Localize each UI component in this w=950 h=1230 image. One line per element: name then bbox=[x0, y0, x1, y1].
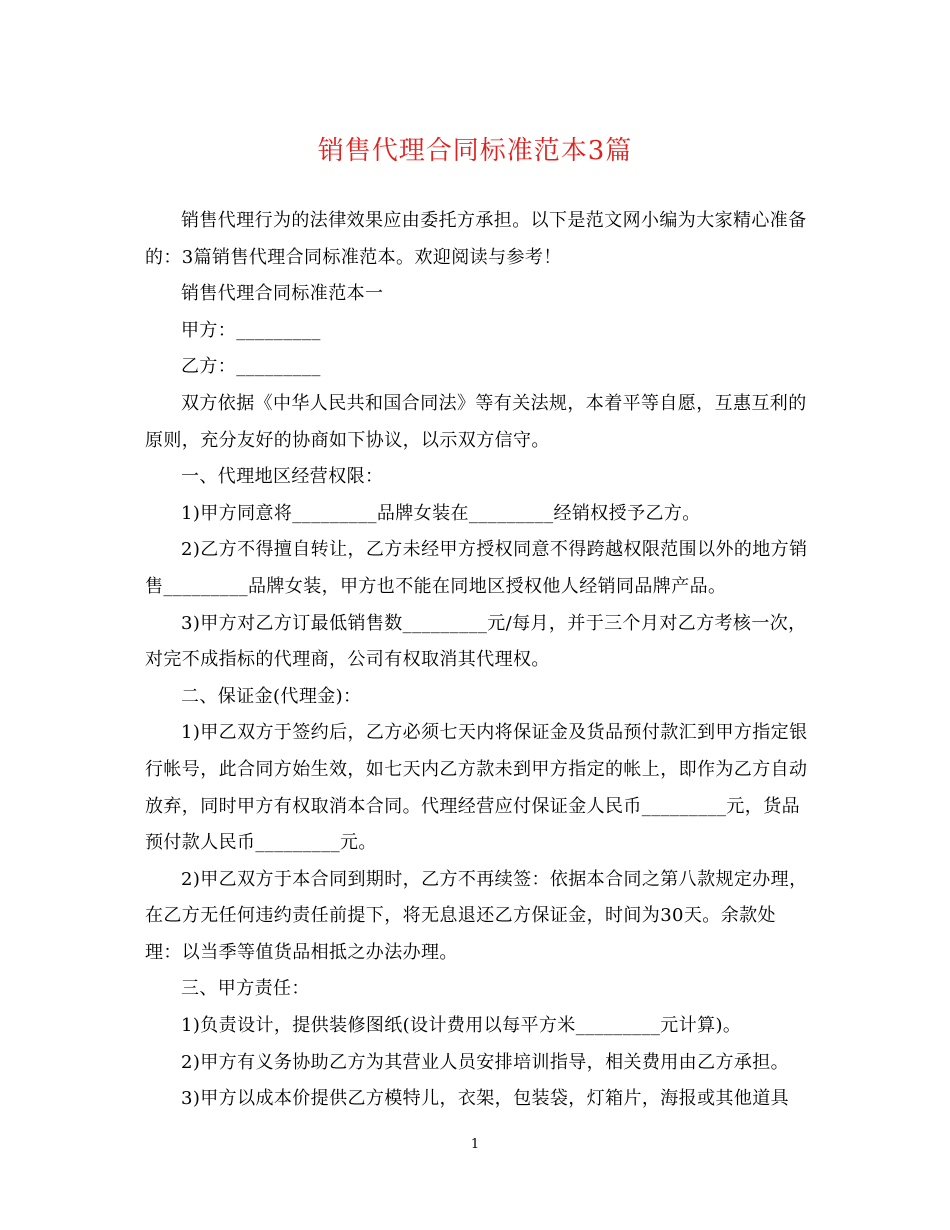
page-number: 1 bbox=[470, 1137, 480, 1152]
intro-paragraph: 销售代理行为的法律效果应由委托方承担。以下是范文网小编为大家精心准备的：3篇销售代理合同标准范本。欢迎阅读与参考！ bbox=[145, 210, 807, 268]
document-body bbox=[145, 203, 810, 1118]
document-title: 销售代理合同标准范本3篇 bbox=[317, 136, 633, 166]
clause-2-1: 1)甲乙双方于签约后，乙方必须七天内将保证金及货品预付款汇到甲方指定银行帐号，此合同方始生效，如七天内乙方款未到甲方指定的帐上，即作为乙方自动放弃，同时甲方有权取消本合同。代理经营应付保证金人民币_________元，货品预付款人民币_________元。 bbox=[145, 722, 808, 854]
party-a-line: 甲方：_________ bbox=[181, 319, 321, 341]
clause-1-1: 1)甲方同意将_________品牌女装在_________经销权授予乙方。 bbox=[181, 502, 701, 524]
clause-1-2: 2)乙方不得擅自转让，乙方未经甲方授权同意不得跨越权限范围以外的地方销售_________品牌女装，甲方也不能在同地区授权他人经销同品牌产品。 bbox=[145, 539, 808, 597]
clause-heading-deposit: 二、保证金(代理金)： bbox=[181, 685, 362, 707]
agreement-basis-paragraph: 双方依据《中华人民共和国合同法》等有关法规，本着平等自愿，互惠互利的原则，充分友好的协商如下协议，以示双方信守。 bbox=[145, 392, 807, 451]
section-heading-sample-one: 销售代理合同标准范本一 bbox=[181, 283, 384, 305]
clause-1-3: 3)甲方对乙方订最低销售数_________元/每月，并于三个月对乙方考核一次，对完不成指标的代理商，公司有权取消其代理权。 bbox=[145, 612, 807, 671]
clause-heading-party-a-duties: 三、甲方责任： bbox=[181, 978, 310, 1000]
clause-heading-territory: 一、代理地区经营权限： bbox=[181, 466, 384, 488]
clause-3-2: 2)甲方有义务协助乙方为其营业人员安排培训指导，相关费用由乙方承担。 bbox=[181, 1051, 790, 1073]
clause-2-2: 2)甲乙双方于本合同到期时，乙方不再续签：依据本合同之第八款规定办理，在乙方无任何违约责任前提下，将无息退还乙方保证金，时间为30天。余款处理：以当季等值货品相抵之办法办理。 bbox=[145, 868, 808, 963]
clause-3-1: 1)负责设计，提供装修图纸(设计费用以每平方米_________元计算)。 bbox=[181, 1015, 742, 1037]
party-b-line: 乙方：_________ bbox=[181, 356, 321, 378]
clause-3-3: 3)甲方以成本价提供乙方模特儿，衣架，包装袋，灯箱片，海报或其他道具 bbox=[181, 1088, 790, 1110]
